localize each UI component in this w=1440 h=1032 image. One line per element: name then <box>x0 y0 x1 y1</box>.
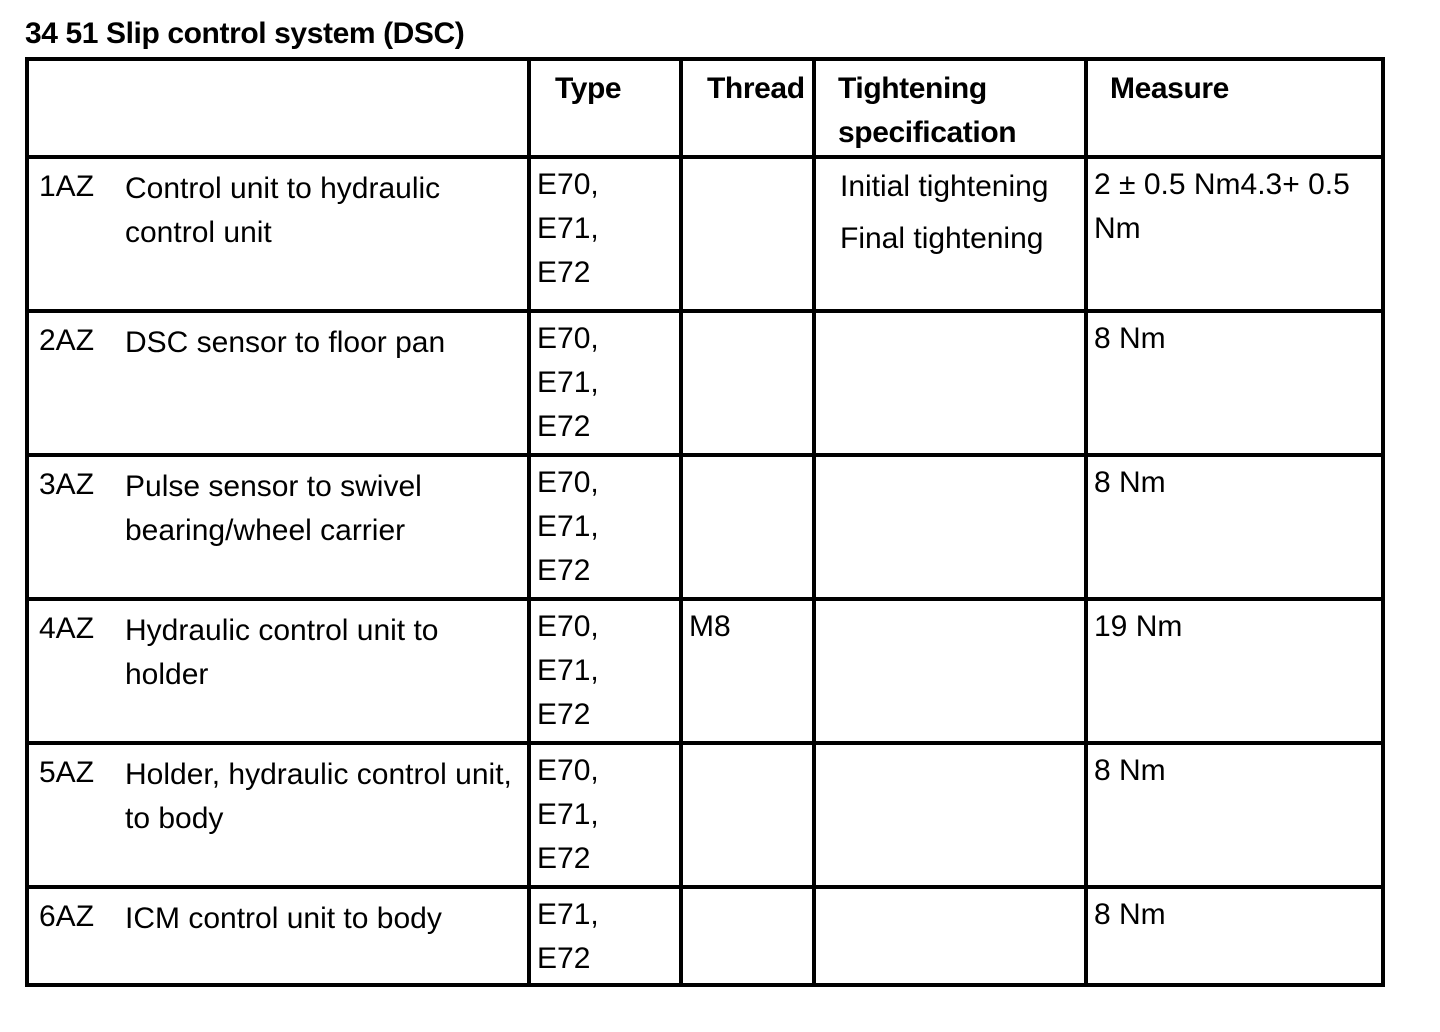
header-thread: Thread <box>681 59 814 157</box>
table-row <box>27 743 1383 887</box>
header-tightening-specification: Tightening specification <box>814 59 1086 157</box>
tightening-cell <box>814 311 1086 455</box>
type-value: E70, <box>537 322 599 355</box>
type-cell <box>529 743 681 887</box>
tightening-cell <box>814 887 1086 985</box>
item-cell <box>27 743 529 887</box>
type-cell <box>529 157 681 311</box>
item-description: Holder, hydraulic control unit, to body <box>125 758 512 835</box>
measure-cell: 8 Nm <box>1086 311 1383 455</box>
type-cell <box>529 599 681 743</box>
table-row <box>27 157 1383 311</box>
item-id: 5AZ <box>39 756 95 789</box>
thread-cell <box>681 157 814 311</box>
type-value: E70, <box>537 754 599 787</box>
type-value: E72 <box>537 698 591 731</box>
page-title: 34 51 Slip control system (DSC) <box>25 17 465 50</box>
tightening-final: Final tightening <box>840 222 1044 255</box>
item-cell <box>27 311 529 455</box>
item-id: 4AZ <box>39 612 95 645</box>
type-value: E72 <box>537 554 591 587</box>
measure-cell: 19 Nm <box>1086 599 1383 743</box>
header-type: Type <box>529 59 681 157</box>
type-value: E71, <box>537 510 599 543</box>
tightening-cell <box>814 599 1086 743</box>
measure-cell: 2 ± 0.5 Nm4.3+ 0.5 Nm <box>1086 157 1383 311</box>
type-value: E71, <box>537 366 599 399</box>
measure-cell: 8 Nm <box>1086 743 1383 887</box>
thread-cell <box>681 599 814 743</box>
item-description: ICM control unit to body <box>125 902 442 935</box>
type-value: E70, <box>537 466 599 499</box>
type-cell <box>529 455 681 599</box>
thread-value: M8 <box>689 610 731 643</box>
type-value: E70, <box>537 610 599 643</box>
type-value: E72 <box>537 410 591 443</box>
table-row <box>27 887 1383 985</box>
measure-cell: 8 Nm <box>1086 455 1383 599</box>
type-value: E71, <box>537 898 599 931</box>
type-value: E70, <box>537 168 599 201</box>
item-id: 1AZ <box>39 170 95 203</box>
tightening-cell <box>814 455 1086 599</box>
table-row <box>27 599 1383 743</box>
table-row <box>27 455 1383 599</box>
measure-cell: 8 Nm <box>1086 887 1383 985</box>
item-description: Hydraulic control unit to holder <box>125 614 439 691</box>
type-value: E72 <box>537 942 591 975</box>
type-value: E72 <box>537 256 591 289</box>
thread-cell <box>681 455 814 599</box>
header-item <box>27 59 529 157</box>
thread-cell <box>681 743 814 887</box>
tightening-initial: Initial tightening <box>840 170 1049 203</box>
item-id: 2AZ <box>39 324 95 357</box>
item-description: Control unit to hydraulic control unit <box>125 172 441 249</box>
type-cell <box>529 311 681 455</box>
item-description: Pulse sensor to swivel bearing/wheel carrier <box>125 470 422 547</box>
type-value: E71, <box>537 798 599 831</box>
type-value: E71, <box>537 654 599 687</box>
item-cell <box>27 455 529 599</box>
header-measure: Measure <box>1086 59 1383 157</box>
item-id: 3AZ <box>39 468 95 501</box>
thread-cell <box>681 887 814 985</box>
item-id: 6AZ <box>39 900 95 933</box>
thread-cell <box>681 311 814 455</box>
type-cell <box>529 887 681 985</box>
tightening-cell <box>814 157 1086 311</box>
item-description: DSC sensor to floor pan <box>125 326 446 359</box>
type-value: E71, <box>537 212 599 245</box>
type-value: E72 <box>537 842 591 875</box>
item-cell <box>27 887 529 985</box>
torque-spec-table <box>25 57 1385 987</box>
item-cell <box>27 599 529 743</box>
item-cell <box>27 157 529 311</box>
table-row <box>27 311 1383 455</box>
tightening-cell <box>814 743 1086 887</box>
header-row <box>27 59 1383 157</box>
